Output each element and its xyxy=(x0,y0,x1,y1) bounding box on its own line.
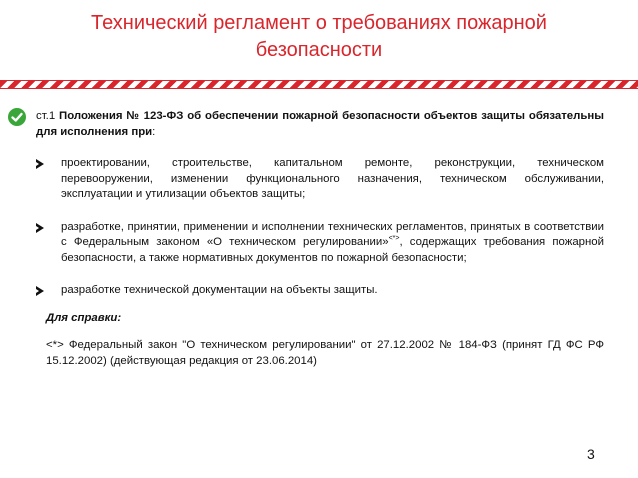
list-item-text-start: разработке, принятии, применении и исполнении технических регламентов, принятых в соответствии с Федеральным законом «О техническом регулировании» xyxy=(61,220,604,248)
arrow-bullet-icon xyxy=(36,159,44,169)
intro-paragraph xyxy=(36,109,604,140)
reference-title: Для справки: xyxy=(46,311,122,324)
check-circle-icon xyxy=(8,108,26,126)
list-item xyxy=(36,283,604,299)
list-item-text-end: , содержащих требования пожарной безопасности, а также нормативных документов по пожарной безопасности; xyxy=(61,236,604,264)
article-ref: ст.1 xyxy=(36,110,60,122)
intro-suffix: : xyxy=(152,125,156,138)
main-content xyxy=(36,109,604,369)
footnote-marker: <*> xyxy=(388,235,400,243)
arrow-bullet-icon xyxy=(36,286,44,296)
list-item-text xyxy=(61,221,604,264)
arrow-bullet-icon xyxy=(36,223,44,233)
reference-text: <*> Федеральный закон "О техническом регулировании" от 27.12.2002 № 184-ФЗ (принят ГД ФС РФ 15.12.2002) (действующая редакция от 23.06.2014) xyxy=(46,339,604,367)
list-item xyxy=(36,156,604,203)
intro-bold-text: Положения № 123-ФЗ об обеспечении пожарной безопасности объектов защиты обязательны для исполнения при xyxy=(36,110,604,138)
decorative-stripe xyxy=(0,80,638,89)
list-item-text: разработке технической документации на объекты защиты. xyxy=(61,284,378,296)
list-item-text: проектировании, строительстве, капитальном ремонте, реконструкции, техническом перевооружении, изменении функционального назначения, техническом обслуживании, эксплуатации и утилизации объектов защиты; xyxy=(61,157,604,200)
page-number: 3 xyxy=(587,446,595,462)
page-title: Технический регламент о требованиях пожарной безопасности xyxy=(91,12,547,61)
list-item xyxy=(36,220,604,267)
